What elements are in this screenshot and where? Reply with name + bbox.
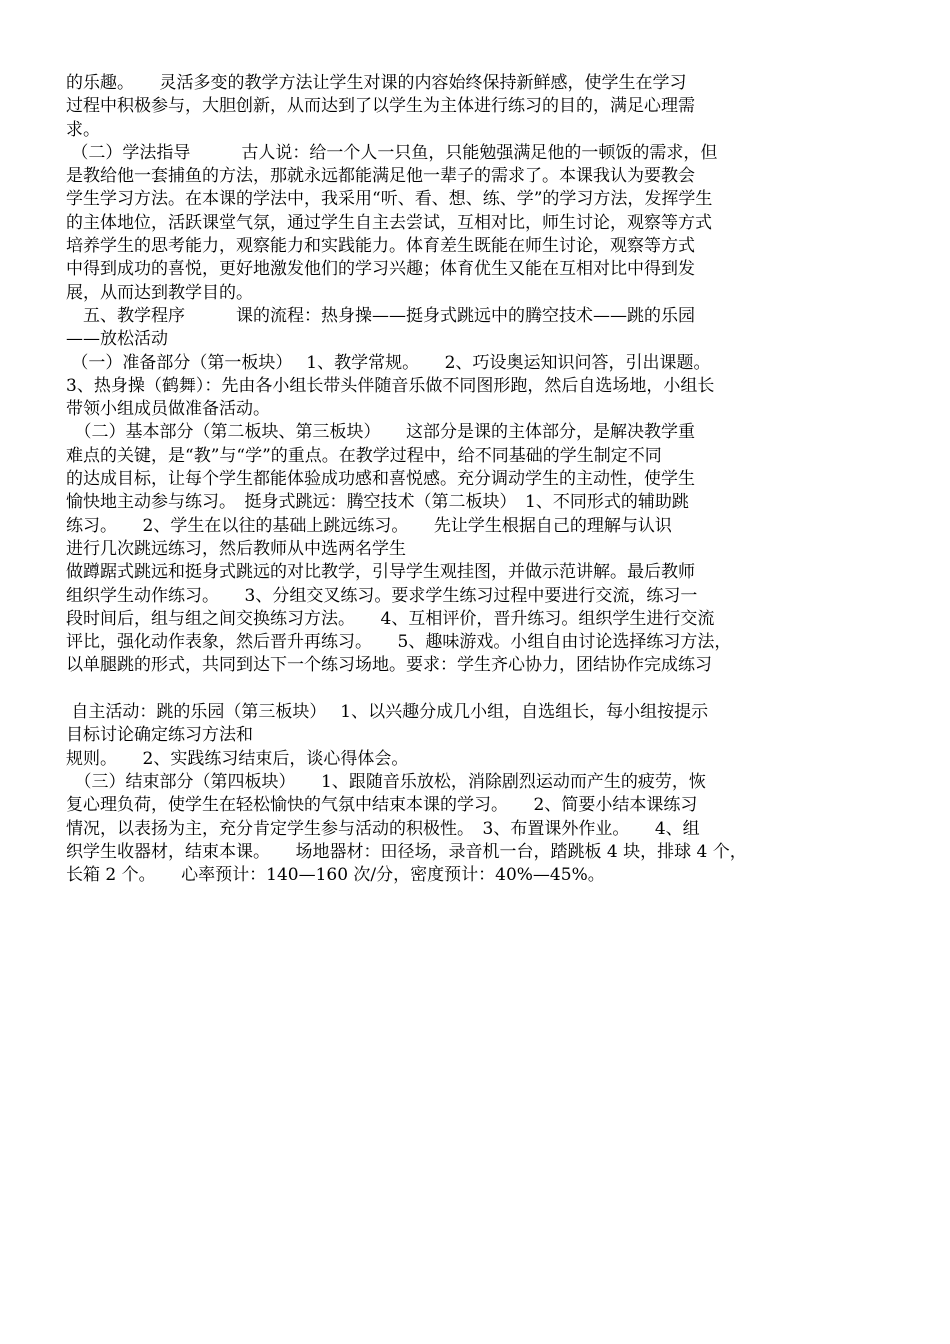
text-line: 复心理负荷，使学生在轻松愉快的气氛中结束本课的学习。 2、简要小结本课练习: [66, 795, 698, 816]
text-line: 求。: [66, 119, 100, 140]
text-line: 展，从而达到教学目的。: [66, 282, 253, 303]
text-line: 段时间后，组与组之间交换练习方法。 4、互相评价，晋升练习。组织学生进行交流: [66, 608, 715, 629]
text-line: 的乐趣。 灵活多变的教学方法让学生对课的内容始终保持新鲜感，使学生在学习: [66, 73, 687, 93]
text-line: 组织学生动作练习。 3、分组交叉练习。要求学生练习过程中要进行交流，练习一: [66, 585, 698, 606]
text-line: 过程中积极参与，大胆创新，从而达到了以学生为主体进行练习的目的，满足心理需: [66, 96, 695, 117]
text-line: （一）准备部分（第一板块） 1、教学常规。 2、巧设奥运知识问答，引出课题。: [66, 352, 711, 373]
text-line: （二）学法指导 古人说：给一个人一只鱼，只能勉强满足他的一顿饭的需求，但: [66, 142, 718, 163]
text-line: 中得到成功的喜悦，更好地激发他们的学习兴趣；体育优生又能在互相对比中得到发: [66, 259, 695, 280]
text-line: 培养学生的思考能力，观察能力和实践能力。体育差生既能在师生讨论，观察等方式: [66, 236, 695, 257]
text-line: 学生学习方法。在本课的学法中，我采用“听、看、想、练、学”的学习方法，发挥学生: [66, 189, 713, 210]
text-line: 是教给他一套捕鱼的方法，那就永远都能满足他一辈子的需求了。本课我认为要教会: [66, 166, 695, 187]
text-line: 的主体地位，活跃课堂气氛，通过学生自主去尝试，互相对比，师生讨论，观察等方式: [66, 212, 712, 233]
text-line: （三）结束部分（第四板块） 1、跟随音乐放松，消除剧烈运动而产生的疲劳，恢: [66, 771, 706, 792]
text-line: 3、热身操（鹤舞）：先由各小组长带头伴随音乐做不同图形跑，然后自选场地，小组长: [66, 375, 715, 396]
text-line: 以单腿跳的形式，共同到达下一个练习场地。要求：学生齐心协力，团结协作完成练习: [66, 655, 712, 676]
text-line: 的达成目标，让每个学生都能体验成功感和喜悦感。充分调动学生的主动性，使学生: [66, 469, 695, 490]
text-line: 评比，强化动作表象，然后晋升再练习。 5、趣味游戏。小组自由讨论选择练习方法，: [66, 632, 732, 653]
text-line: ——放松活动: [66, 329, 168, 350]
text-line: 愉快地主动参与练习。 挺身式跳远：腾空技术（第二板块） 1、不同形式的辅助跳: [66, 492, 689, 513]
text-line: 目标讨论确定练习方法和: [66, 725, 253, 746]
text-line: 自主活动：跳的乐园（第三板块） 1、以兴趣分成几小组，自选组长，每小组按提示: [66, 702, 709, 723]
text-line: 练习。 2、学生在以往的基础上跳远练习。 先让学生根据自己的理解与认识: [66, 515, 672, 536]
text-line: 织学生收器材，结束本课。 场地器材：田径场，录音机一台，踏跳板 4 块，排球 4 个，: [66, 841, 747, 862]
text-line: 做蹲踞式跳远和挺身式跳远的对比教学，引导学生观挂图，并做示范讲解。最后教师: [66, 562, 695, 583]
text-line: 带领小组成员做准备活动。: [66, 399, 270, 420]
section-heading-line: 五、教学程序 课的流程：热身操——挺身式跳远中的腾空技术——跳的乐园: [66, 305, 695, 326]
text-line: 规则。 2、实践练习结束后，谈心得体会。: [66, 748, 409, 769]
text-line: 难点的关键，是“教”与“学”的重点。在教学过程中，给不同基础的学生制定不同: [66, 445, 662, 466]
blank-line: [66, 678, 888, 701]
text-line: 长箱 2 个。 心率预计：140—160 次/分，密度预计：40%—45%。: [66, 865, 605, 886]
text-line: （二）基本部分（第二板块、第三板块） 这部分是课的主体部分，是解决教学重: [66, 422, 695, 443]
text-line: 情况，以表扬为主，充分肯定学生参与活动的积极性。 3、布置课外作业。 4、组: [66, 818, 700, 839]
document-body: [66, 72, 888, 887]
text-line: 进行几次跳远练习，然后教师从中选两名学生: [66, 538, 406, 559]
